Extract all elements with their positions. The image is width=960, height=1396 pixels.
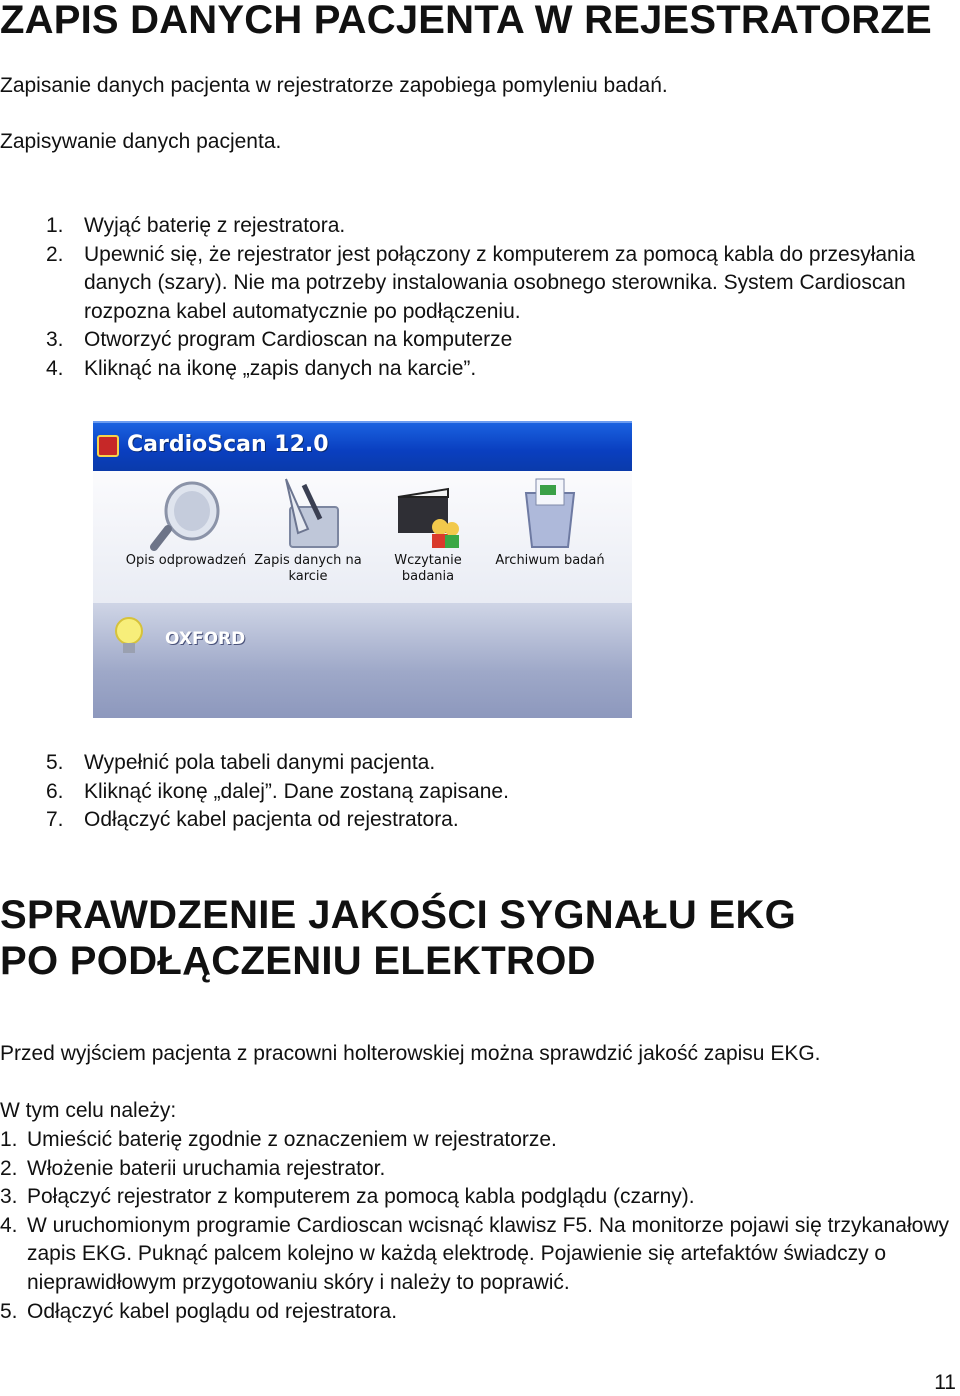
tool-wczytanie-badania[interactable] <box>383 471 473 585</box>
list-text: Umieścić baterię zgodnie z oznaczeniem w rejestratorze. <box>27 1128 557 1151</box>
page-number: 11 <box>934 1371 956 1394</box>
list-number: 3. <box>0 1185 18 1209</box>
pen-card-icon <box>268 471 348 553</box>
steps-list-b <box>0 749 920 835</box>
list-text: Wyjąć baterię z rejestratora. <box>84 214 346 237</box>
tool-archiwum-badan[interactable] <box>487 471 613 569</box>
list-number: 2. <box>0 1156 18 1180</box>
tool-label <box>243 553 373 585</box>
section-title-line1: SPRAWDZENIE JAKOŚCI SYGNAŁU EKG <box>0 893 797 937</box>
oxford-label: OXFORD <box>165 629 246 649</box>
list-text: Kliknąć na ikonę „zapis danych na karcie”. <box>84 356 477 380</box>
tool-opis-odprowadzen[interactable] <box>121 471 251 569</box>
list-item <box>0 355 920 384</box>
clapper-people-icon <box>388 471 468 553</box>
list-number: 4. <box>46 356 64 380</box>
section2-intro: Przed wyjściem pacjenta z pracowni holterowskiej można sprawdzić jakość zapisu EKG. <box>0 1042 821 1065</box>
list-number: 5. <box>46 751 64 774</box>
app-logo-icon <box>97 435 119 457</box>
app-status-band <box>93 603 632 718</box>
list-number: 4. <box>0 1213 18 1237</box>
list-number: 3. <box>46 328 64 352</box>
subheading: Zapisywanie danych pacjenta. <box>0 130 282 153</box>
list-item <box>0 1298 960 1327</box>
list-text: Wypełnić pola tabeli danymi pacjenta. <box>84 751 436 774</box>
list-item <box>0 1126 960 1155</box>
list-number: 1. <box>46 214 64 237</box>
list-number: 2. <box>46 242 64 266</box>
steps-list-a <box>0 212 920 384</box>
list-item <box>0 326 920 355</box>
list-item <box>0 1155 960 1184</box>
intro-paragraph: Zapisanie danych pacjenta w rejestratorze zapobiega pomyleniu badań. <box>0 74 668 97</box>
list-item <box>0 241 920 327</box>
tool-label-text: Wczytanie badania <box>394 553 462 584</box>
lightbulb-icon <box>113 615 145 659</box>
magnifier-icon <box>146 471 226 553</box>
archive-bin-icon <box>510 471 590 553</box>
app-title: CardioScan 12.0 <box>127 432 329 457</box>
section-title-jakosc <box>0 892 796 984</box>
tool-label <box>383 553 473 585</box>
section2-lead: W tym celu należy: <box>0 1099 177 1122</box>
tool-label-text: Zapis danych na karcie <box>254 553 362 584</box>
list-text: Kliknąć ikonę „dalej”. Dane zostaną zapisane. <box>84 779 509 803</box>
list-text: Otworzyć program Cardioscan na komputerze <box>84 328 513 352</box>
tool-label: Archiwum badań <box>495 553 605 568</box>
list-text: Upewnić się, że rejestrator jest połączony z komputerem za pomocą kabla do przesyłania danych (szary). Nie ma potrzeby instalowania osobnego sterownika. System Cardioscan rozpozna kabel automatycznie po podłączeniu. <box>84 242 916 323</box>
section-title-line2: PO PODŁĄCZENIU ELEKTROD <box>0 939 596 983</box>
list-item <box>0 806 920 835</box>
list-number: 7. <box>46 808 64 832</box>
tool-zapis-danych[interactable] <box>243 471 373 585</box>
list-text: W uruchomionym programie Cardioscan wcisnąć klawisz F5. Na monitorze pojawi się trzykanałowy zapis EKG. Puknąć palcem kolejno w każdą elektrodę. Pojawienie się artefaktów świadczy o nieprawidłowym przygotowaniu skóry i należy to poprawić. <box>27 1213 949 1294</box>
app-titlebar <box>93 421 632 473</box>
cardioscan-screenshot <box>93 421 632 718</box>
steps-list-c <box>0 1126 960 1326</box>
section-title-zapis: ZAPIS DANYCH PACJENTA W REJESTRATORZE <box>0 0 932 42</box>
list-item <box>0 749 920 778</box>
app-toolbar <box>93 471 632 603</box>
list-item <box>0 212 920 241</box>
tool-label: Opis odprowadzeń <box>125 553 247 568</box>
list-number: 5. <box>0 1299 18 1323</box>
list-item <box>0 778 920 807</box>
list-item <box>0 1212 960 1298</box>
list-text: Odłączyć kabel pacjenta od rejestratora. <box>84 808 459 832</box>
list-text: Połączyć rejestrator z komputerem za pomocą kabla podglądu (czarny). <box>27 1185 695 1209</box>
list-text: Włożenie baterii uruchamia rejestrator. <box>27 1156 386 1180</box>
list-text: Odłączyć kabel poglądu od rejestratora. <box>27 1299 398 1323</box>
list-item <box>0 1183 960 1212</box>
list-number: 6. <box>46 779 64 803</box>
list-number: 1. <box>0 1128 18 1151</box>
